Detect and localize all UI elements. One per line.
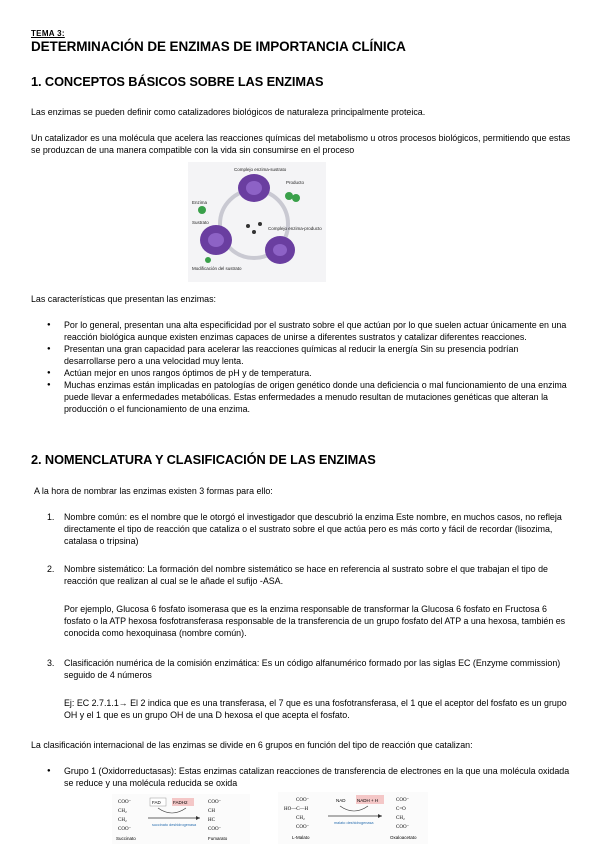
reaction-succinate-diagram <box>112 794 250 844</box>
item-number: 3. <box>47 658 55 668</box>
reaction1-fadh2: FADH2 <box>173 800 188 805</box>
characteristics-list <box>31 319 571 415</box>
reaction2-nadh: NADH + H <box>357 798 379 803</box>
svg-text:COO⁻: COO⁻ <box>208 800 222 805</box>
label-enzyme: Enzima <box>192 200 208 205</box>
svg-text:COO⁻: COO⁻ <box>118 827 132 832</box>
reaction2-right: Oxaloacetato <box>390 835 417 840</box>
naming-example-2: Por ejemplo, Glucosa 6 fosfato isomerasa que es la enzima responsable de transformar la Glucosa 6 fosfato en Fructosa 6 fosfato o la ATP hexosa fosfotransferasa responsable de la transferencia de un grupo fosfato del ATP a una hexosa, también es conocida como hexoquinasa (nombre común). <box>64 604 566 638</box>
product-molecule-2 <box>292 194 300 202</box>
reaction2-enzyme: malato deshidrogenasa <box>334 821 374 825</box>
label-complex: Complejo enzima-sustrato <box>234 167 287 172</box>
section2-intro: A la hora de nombrar las enzimas existen 3 formas para ello: <box>34 486 273 496</box>
section2-heading: 2. NOMENCLATURA Y CLASIFICACIÓN DE LAS ENZIMAS <box>31 452 376 467</box>
svg-text:COO⁻: COO⁻ <box>118 800 132 805</box>
reaction1-left: Succinato <box>116 836 136 841</box>
reaction-malate-diagram <box>278 792 428 844</box>
svg-text:COO⁻: COO⁻ <box>208 827 222 832</box>
item-text: Nombre común: es el nombre que le otorgó el investigador que descubrió la enzima Este nombre, en muchos casos, no refleja directamente el tipo de reacción que cataliza o el sustrato sobre el que actúa pero es más corto y fácil de recordar (lisozima, catalasa o tripsina) <box>64 512 562 546</box>
reaction2-left: L-Malato <box>292 835 310 840</box>
label-substrate: Sustrato <box>192 220 209 225</box>
groups-list <box>31 765 571 789</box>
item-number: 1. <box>47 512 55 522</box>
reaction1-right: Fumarato <box>208 836 228 841</box>
svg-text:C=O: C=O <box>396 807 406 812</box>
enzyme-cycle-figure <box>188 162 326 282</box>
svg-text:COO⁻: COO⁻ <box>396 798 410 803</box>
svg-text:CH₂: CH₂ <box>118 809 127 814</box>
reaction1-enzyme: succinato deshidrogenasa <box>152 823 197 827</box>
list-item: ● Presentan una gran capacidad para acelerar las reacciones químicas al reducir la energía Sin su presencia podrían desarrollarse pero a una velocidad muy lenta. <box>31 343 571 367</box>
reaction-malate-figure <box>278 792 428 844</box>
label-complex2: Complejo enzima-producto <box>268 226 322 231</box>
section1-para1: Las enzimas se pueden definir como catalizadores biológicos de naturaleza principalmente proteica. <box>31 107 426 117</box>
page-title: DETERMINACIÓN DE ENZIMAS DE IMPORTANCIA CLÍNICA <box>31 39 406 54</box>
naming-item-1 <box>31 511 571 547</box>
reaction1-fad: FAD <box>152 800 161 805</box>
svg-text:COO⁻: COO⁻ <box>296 798 310 803</box>
topic-label: TEMA 3: <box>31 29 65 38</box>
enzyme-cycle-diagram <box>188 162 326 282</box>
product-molecule-1 <box>285 192 293 200</box>
section1-para2: Un catalizador es una molécula que acelera las reacciones químicas del metabolismo u otros procesos biológicos, permitiendo que estas se produzcan de una manera compatible con la vida sin consumirse en el proceso <box>31 133 571 155</box>
enzyme-complex-highlight <box>246 181 262 195</box>
item-text: Nombre sistemático: La formación del nombre sistemático se hace en referencia al sustrato sobre el que trabajan el tipo de reacción que realizan al cual se le añade el sufijo -ASA. <box>64 564 548 586</box>
svg-text:CH₂: CH₂ <box>396 816 405 821</box>
svg-text:COO⁻: COO⁻ <box>396 825 410 830</box>
list-item: ● Muchas enzimas están implicadas en patologías de origen genético donde una deficiencia o mal funcionamiento de una enzima puede llevar a enfermedades metabólicas. Estas enfermedades a menudo resultan de mutaciones genéticas que alteran la producción o el funcionamiento de una enzima. <box>31 379 571 415</box>
naming-item-3 <box>31 657 571 681</box>
svg-text:CH: CH <box>208 809 215 814</box>
svg-text:HO—C—H: HO—C—H <box>284 807 309 812</box>
list-item: ● Grupo 1 (Oxidorreductasas): Estas enzimas catalizan reacciones de transferencia de electrones en la que una molécula oxidada se reduce y una molécula reducida se oxida <box>31 765 571 789</box>
item-number: 2. <box>47 564 55 574</box>
item-text: Clasificación numérica de la comisión enzimática: Es un código alfanumérico formado por las siglas EC (Enzyme commission) seguido de 4 números <box>64 658 561 680</box>
list-item: ● Por lo general, presentan una alta especificidad por el sustrato sobre el que actúan por lo que suelen actuar únicamente en una reacción biológica aunque existen enzimas capaces de unirse a diferentes sustratos y catalizar diferentes reacciones. <box>31 319 571 343</box>
list-item: ● Actúan mejor en unos rangos óptimos de pH y de temperatura. <box>31 367 571 379</box>
label-product: Producto <box>286 180 305 185</box>
svg-text:CH₂: CH₂ <box>118 818 127 823</box>
classification-intro: La clasificación internacional de las enzimas se divide en 6 grupos en función del tipo de reacción que catalizan: <box>31 740 473 750</box>
section1-heading: 1. CONCEPTOS BÁSICOS SOBRE LAS ENZIMAS <box>31 74 324 89</box>
svg-text:CH₂: CH₂ <box>296 816 305 821</box>
characteristics-intro: Las características que presentan las enzimas: <box>31 294 216 304</box>
svg-text:COO⁻: COO⁻ <box>296 825 310 830</box>
svg-text:HC: HC <box>208 818 215 823</box>
naming-example-3: Ej: EC 2.7.1.1→ El 2 indica que es una transferasa, el 7 que es una fosfotransferasa, el 1 que el aceptor del fosfato es un grupo OH y el 1 que es un grupo OH de una D hexosa el que acepta el fosfato. <box>64 698 567 720</box>
substrate-molecule-2 <box>205 257 211 263</box>
reaction-succinate-figure <box>112 794 250 844</box>
substrate-molecule <box>198 206 206 214</box>
enzyme-right-highlight <box>273 244 287 256</box>
label-modified: Modificación del sustrato <box>192 266 242 271</box>
enzyme-left-highlight <box>208 233 224 247</box>
reaction2-nad: NAD <box>336 798 346 803</box>
naming-item-2 <box>31 563 571 587</box>
